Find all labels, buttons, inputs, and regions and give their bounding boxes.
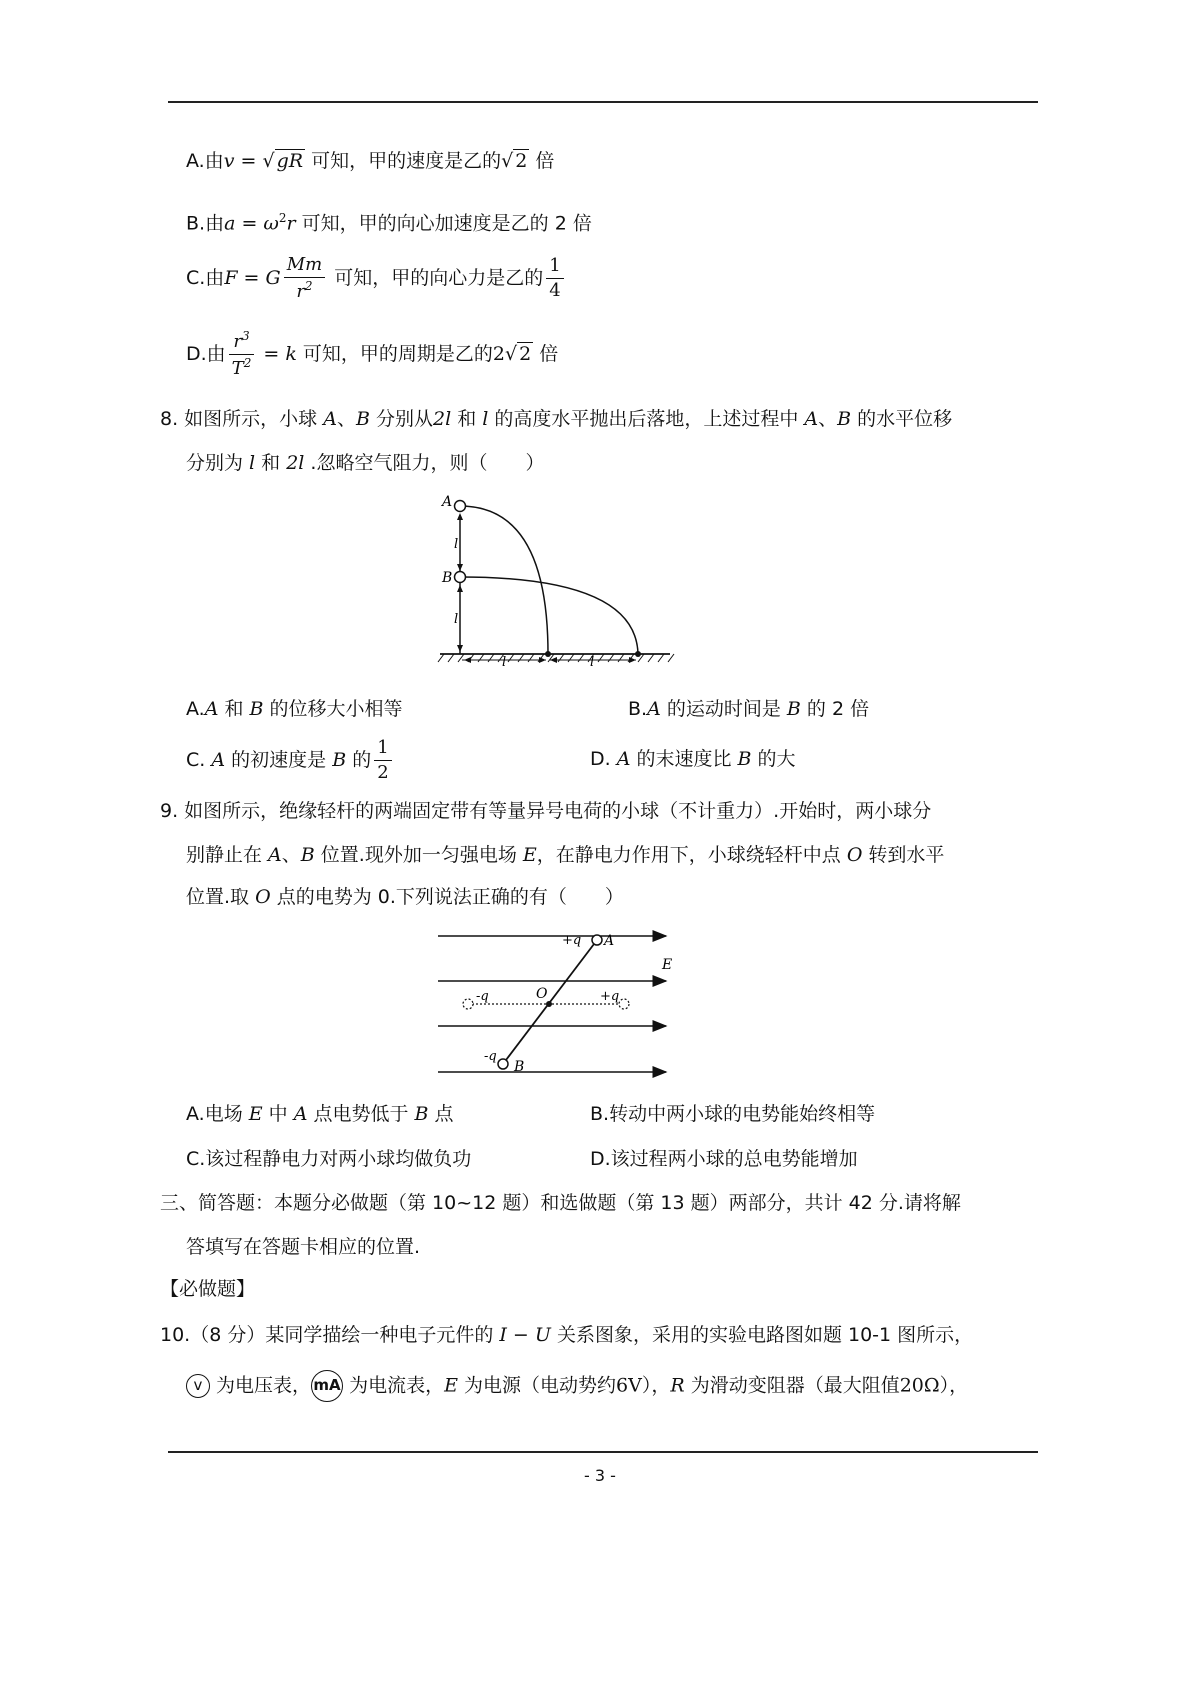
q7-option-a: A.由v = √ gR 可知，甲的速度是乙的√ 2 倍 (186, 150, 555, 172)
q9-fig-label-e: E (662, 957, 673, 973)
q9-option-b: B.转动中两小球的电势能始终相等 (590, 1103, 876, 1125)
q10-stem-line1: 10.（8 分）某同学描绘一种电子元件的 I − U 关系图象，采用的实验电路图如题 10-1 图所示， (160, 1324, 974, 1346)
q8-fig-label-l4: l (590, 655, 595, 670)
q9-stem-line1: 9. 如图所示，绝缘轻杆的两端固定带有等量异号电荷的小球（不计重力）.开始时，两小球分 (160, 800, 932, 822)
q7-option-c: C.由F = G $\frac{Mm}{r^2}$ 可知，甲的向心力是乙的 $\frac{1}{4}$ (186, 255, 567, 302)
header-rule (168, 101, 1038, 103)
q8-fig-label-b: B (442, 570, 453, 586)
q8-fig-label-l3: l (502, 655, 507, 670)
q9-fig-plus-q-right: +q (600, 989, 620, 1004)
q9-stem-line3: 位置.取 O 点的电势为 0.下列说法正确的有（ ） (186, 886, 624, 908)
q9-fig-minus-q-bottom: -q (484, 1049, 497, 1064)
q8-stem-line2: 分别为 l 和 2l .忽略空气阻力，则（ ） (186, 452, 545, 474)
q9-option-a: A.电场 E 中 A 点电势低于 B 点 (186, 1103, 454, 1125)
q8-projectile-figure (430, 490, 690, 680)
footer-rule (168, 1451, 1038, 1453)
q9-stem-line2: 别静止在 A、B 位置.现外加一匀强电场 E，在静电力作用下，小球绕轻杆中点 O 转到水平 (186, 844, 945, 866)
q9-fig-label-b: B (514, 1059, 525, 1075)
section3-heading-line2: 答填写在答题卡相应的位置. (186, 1236, 421, 1258)
q8-fig-label-l1: l (454, 537, 459, 552)
q9-fig-minus-q-left: -q (476, 989, 489, 1004)
page-number: - 3 - (584, 1466, 616, 1485)
q8-option-c: C. A 的初速度是 B 的 $\frac{1}{2}$ (186, 738, 395, 783)
q9-field-figure (434, 924, 694, 1084)
q8-option-d: D. A 的末速度比 B 的大 (590, 748, 796, 770)
q9-fig-label-a: A (604, 933, 615, 949)
milliammeter-icon: mA (311, 1370, 343, 1402)
required-section-label: 【必做题】 (160, 1278, 256, 1300)
q7-option-b: B.由$a = \omega^2r$ 可知，甲的向心加速度是乙的 2 倍 (186, 211, 592, 235)
section3-heading-line1: 三、简答题：本题分必做题（第 10~12 题）和选做题（第 13 题）两部分，共计 42 分.请将解 (160, 1192, 961, 1214)
q8-fig-label-l2: l (454, 612, 459, 627)
q8-option-a: A.A 和 B 的位移大小相等 (186, 698, 403, 720)
q9-option-c: C.该过程静电力对两小球均做负功 (186, 1148, 472, 1170)
voltmeter-icon: v (186, 1374, 210, 1398)
q9-option-d: D.该过程两小球的总电势能增加 (590, 1148, 858, 1170)
q9-fig-label-o: O (536, 986, 548, 1002)
q10-stem-line2: v 为电压表， mA 为电流表，E 为电源（电动势约6V），R 为滑动变阻器（最大阻值20Ω）， (186, 1370, 968, 1402)
q7-option-d: D.由 $\frac{r^3}{T^2}$ = k 可知，甲的周期是乙的2√ 2 倍 (186, 329, 559, 379)
q9-fig-plus-q-top: +q (562, 933, 582, 948)
q8-fig-label-a: A (442, 494, 453, 510)
q8-stem-line1: 8. 如图所示，小球 A、B 分别从2l 和 l 的高度水平抛出后落地，上述过程中 A、B 的水平位移 (160, 408, 953, 430)
q8-option-b: B.A 的运动时间是 B 的 2 倍 (628, 698, 870, 720)
